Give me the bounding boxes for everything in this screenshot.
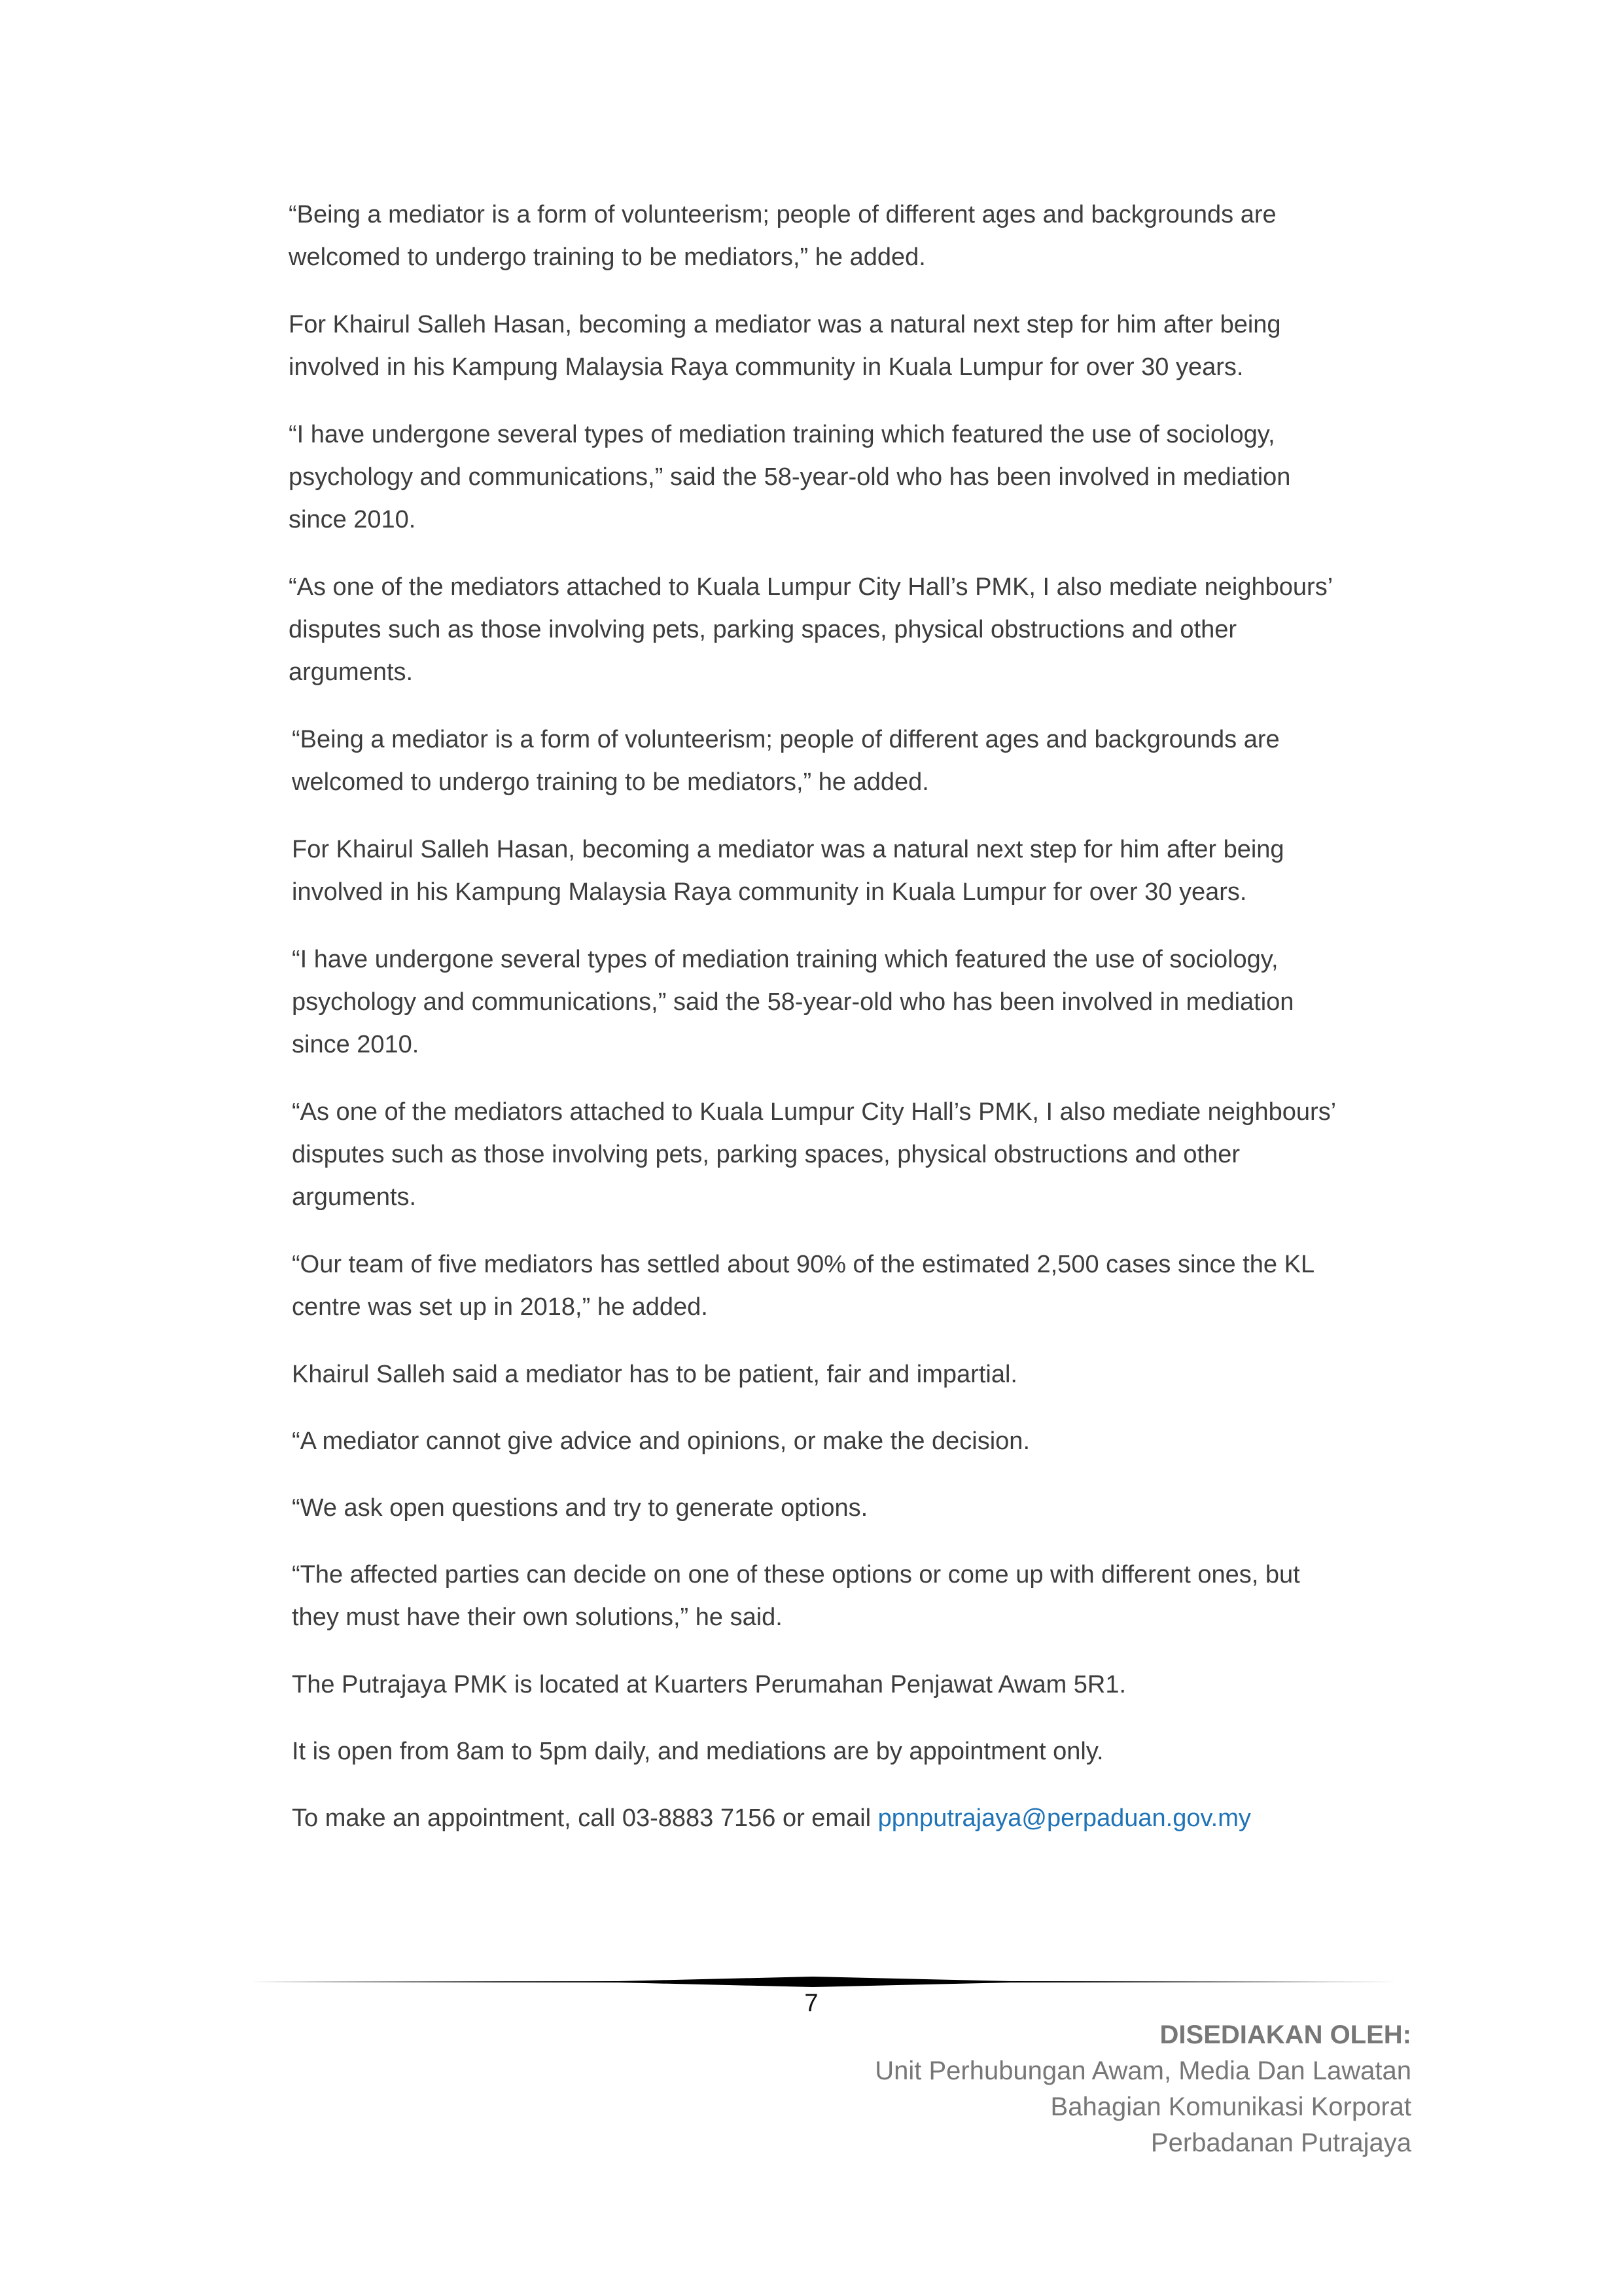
article-body — [289, 194, 1349, 1865]
page-divider — [226, 1975, 1400, 1988]
paragraph-8: “As one of the mediators attached to Kuala Lumpur City Hall’s PMK, I also mediate neighbours’ disputes such as those involving pets, parking spaces, physical obstructions and other arguments. — [292, 1098, 1335, 1211]
paragraph-6: For Khairul Salleh Hasan, becoming a mediator was a natural next step for him after being involved in his Kampung Malaysia Raya community in Kuala Lumpur for over 30 years. — [292, 836, 1284, 906]
paragraph-14: The Putrajaya PMK is located at Kuarters Perumahan Penjawat Awam 5R1. — [292, 1671, 1127, 1698]
page-number: 7 — [804, 1990, 819, 2017]
paragraph-4: “As one of the mediators attached to Kuala Lumpur City Hall’s PMK, I also mediate neighbours’ disputes such as those involving pets, parking spaces, physical obstructions and other arguments. — [289, 573, 1332, 686]
footer-heading: DISEDIAKAN OLEH: — [1159, 2020, 1411, 2049]
paragraph-9: “Our team of five mediators has settled about 90% of the estimated 2,500 cases since the KL centre was set up in 2018,” he added. — [292, 1251, 1314, 1321]
paragraph-12: “We ask open questions and try to generate options. — [292, 1494, 868, 1522]
paragraph-11: “A mediator cannot give advice and opinions, or make the decision. — [292, 1427, 1030, 1455]
paragraph-5: “Being a mediator is a form of volunteerism; people of different ages and backgrounds are welcomed to undergo training to be mediators,” he added. — [292, 726, 1280, 796]
paragraph-3: “I have undergone several types of mediation training which featured the use of sociology, psychology and communications,” said the 58-year-old who has been involved in mediation since 2010. — [289, 421, 1291, 533]
paragraph-15: It is open from 8am to 5pm daily, and mediations are by appointment only. — [292, 1738, 1104, 1765]
paragraph-10: Khairul Salleh said a mediator has to be patient, fair and impartial. — [292, 1361, 1017, 1388]
paragraph-2: For Khairul Salleh Hasan, becoming a mediator was a natural next step for him after being involved in his Kampung Malaysia Raya community in Kuala Lumpur for over 30 years. — [289, 311, 1281, 381]
contact-paragraph — [289, 1797, 1349, 1840]
paragraph-13: “The affected parties can decide on one of these options or come up with different ones, but they must have their own solutions,” he said. — [292, 1561, 1300, 1631]
footer-division-line: Bahagian Komunikasi Korporat — [1050, 2092, 1411, 2121]
footer-unit-line: Unit Perhubungan Awam, Media Dan Lawatan — [875, 2056, 1411, 2085]
paragraph-1: “Being a mediator is a form of volunteerism; people of different ages and backgrounds are welcomed to undergo training to be mediators,” he added. — [289, 201, 1277, 271]
paragraph-7: “I have undergone several types of mediation training which featured the use of sociology, psychology and communications,” said the 58-year-old who has been involved in mediation since 2010. — [292, 946, 1294, 1058]
footer-organization-line: Perbadanan Putrajaya — [1150, 2128, 1411, 2157]
prepared-by-footer — [692, 2017, 1411, 2161]
email-link[interactable]: ppnputrajaya@perpaduan.gov.my — [877, 1804, 1251, 1832]
contact-prefix: To make an appointment, call 03-8883 7156 or email — [292, 1804, 878, 1832]
